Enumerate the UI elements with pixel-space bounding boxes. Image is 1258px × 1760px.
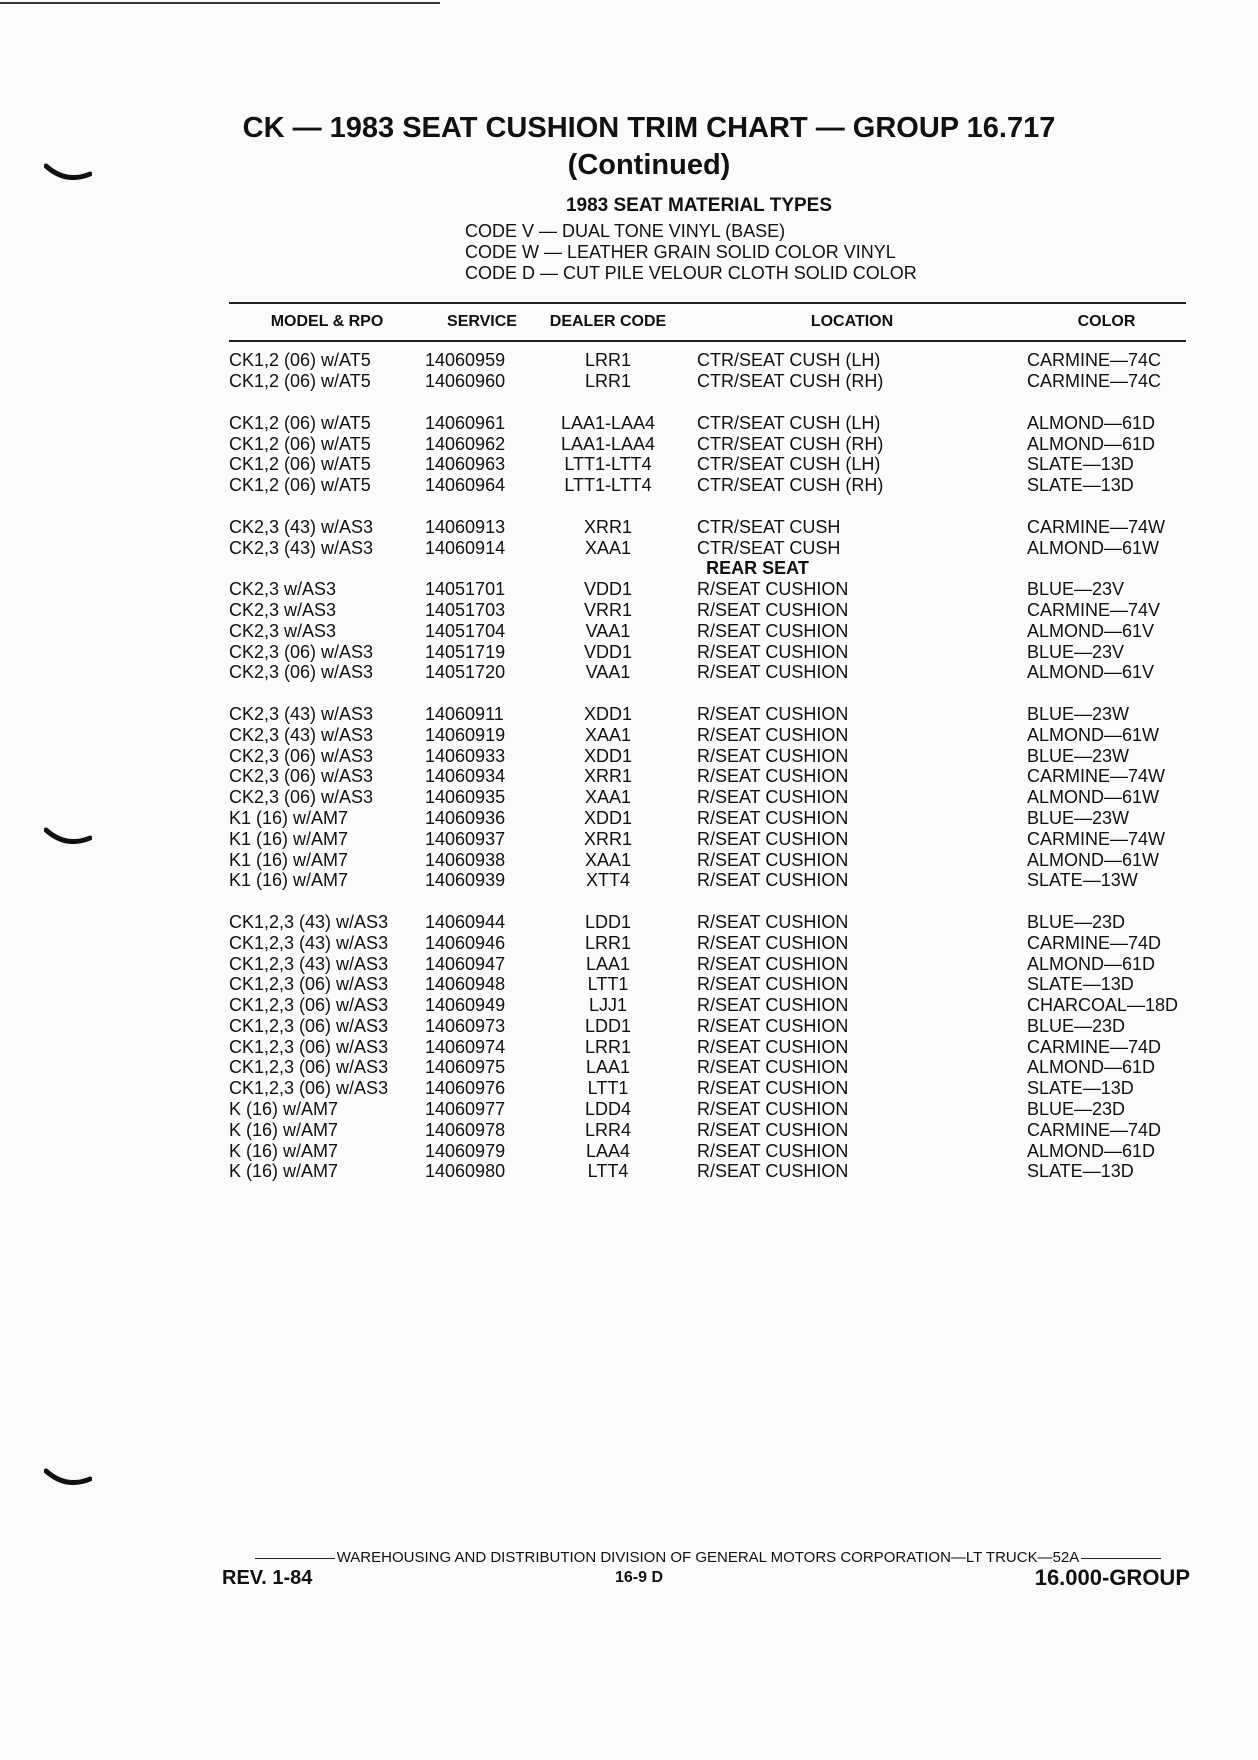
location-cell: CTR/SEAT CUSH (RH) [697, 371, 884, 392]
service-cell: 14060936 [425, 807, 506, 828]
location-cell: R/SEAT CUSHION [697, 641, 849, 662]
table-body [229, 341, 1186, 1182]
page-number: 16-9 D [614, 1569, 664, 1586]
table-header-row [229, 303, 1186, 341]
location-cell: R/SEAT CUSHION [697, 1078, 849, 1099]
color-cell: CARMINE—74C [1027, 371, 1162, 392]
color-cell: BLUE—23D [1027, 911, 1126, 932]
table-row [229, 1036, 1186, 1057]
location-cell: R/SEAT CUSHION [697, 807, 849, 828]
trim-table [229, 302, 1186, 1182]
dealer-code-cell: LRR1 [584, 371, 632, 392]
footer-division [226, 1549, 1190, 1566]
service-cell: 14060935 [425, 787, 506, 808]
table-row [229, 641, 1186, 662]
materials-heading: 1983 SEAT MATERIAL TYPES [565, 195, 833, 216]
table-row [229, 600, 1186, 621]
dealer-code-cell: LRR1 [584, 1036, 632, 1057]
color-cell: ALMOND—61W [1027, 724, 1160, 745]
location-cell: CTR/SEAT CUSH (LH) [697, 350, 881, 371]
location-cell: R/SEAT CUSHION [697, 932, 849, 953]
service-cell: 14060974 [425, 1036, 506, 1057]
table-row [229, 724, 1186, 745]
table-row [229, 766, 1186, 787]
location-cell: R/SEAT CUSHION [697, 974, 849, 995]
dealer-code-cell: XRR1 [583, 828, 632, 849]
service-cell: 14051704 [425, 620, 506, 641]
page-subtitle: (Continued) [567, 149, 731, 181]
model-cell: CK1,2 (06) w/AT5 [229, 475, 371, 496]
dealer-code-cell: XAA1 [584, 849, 632, 870]
model-cell: K1 (16) w/AM7 [229, 849, 349, 870]
service-cell: 14060961 [425, 412, 506, 433]
location-cell: R/SEAT CUSHION [697, 1161, 849, 1182]
table-row [229, 953, 1186, 974]
color-cell: ALMOND—61D [1027, 412, 1156, 433]
location-cell: CTR/SEAT CUSH (LH) [697, 454, 881, 475]
model-cell: CK2,3 (43) w/AS3 [229, 724, 374, 745]
service-cell: 14060973 [425, 1015, 506, 1036]
location-cell: R/SEAT CUSHION [697, 1015, 849, 1036]
model-cell: CK2,3 w/AS3 [229, 579, 337, 600]
dealer-code-cell: LTT4 [587, 1161, 629, 1182]
footer-division-text: WAREHOUSING AND DISTRIBUTION DIVISION OF GENERAL MOTORS CORPORATION—LT TRUCK—52A [336, 1549, 1080, 1566]
spacer-row [229, 392, 1186, 413]
table-row [229, 579, 1186, 600]
materials-codes [465, 221, 917, 284]
dealer-code-cell: LTT1 [587, 1078, 629, 1099]
dealer-code-cell: VAA1 [585, 662, 631, 683]
model-cell: CK1,2,3 (43) w/AS3 [229, 953, 389, 974]
revision-label: REV. 1-84 [222, 1567, 313, 1589]
model-cell: CK2,3 (43) w/AS3 [229, 516, 374, 537]
service-cell: 14060980 [425, 1161, 506, 1182]
model-cell: CK2,3 (43) w/AS3 [229, 703, 374, 724]
table-row [229, 1161, 1186, 1182]
table-row [229, 974, 1186, 995]
location-cell: R/SEAT CUSHION [697, 1099, 849, 1120]
location-cell: R/SEAT CUSHION [697, 724, 849, 745]
location-cell: R/SEAT CUSHION [697, 1057, 849, 1078]
table-row [229, 745, 1186, 766]
color-cell: CARMINE—74W [1027, 766, 1166, 787]
table-row [229, 454, 1186, 475]
color-cell: SLATE—13W [1027, 870, 1138, 891]
dealer-code-cell: VDD1 [583, 579, 632, 600]
service-cell: 14060913 [425, 516, 506, 537]
model-cell: CK1,2,3 (43) w/AS3 [229, 932, 389, 953]
dealer-code-cell: XDD1 [583, 703, 632, 724]
dealer-code-cell: LAA4 [585, 1140, 631, 1161]
location-cell: CTR/SEAT CUSH [697, 516, 841, 537]
service-cell: 14060914 [425, 537, 506, 558]
color-cell: BLUE—23V [1027, 641, 1125, 662]
dealer-code-cell: VRR1 [583, 599, 632, 620]
top-rule [0, 2, 440, 4]
service-cell: 14060948 [425, 974, 506, 995]
dealer-code-cell: LTT1 [587, 974, 629, 995]
color-cell: ALMOND—61D [1027, 1057, 1156, 1078]
color-cell: ALMOND—61D [1027, 953, 1156, 974]
location-cell: R/SEAT CUSHION [697, 870, 849, 891]
service-cell: 14060960 [425, 371, 506, 392]
dealer-code-cell: XTT4 [585, 870, 630, 891]
location-cell: R/SEAT CUSHION [697, 1140, 849, 1161]
model-cell: CK1,2 (06) w/AT5 [229, 371, 371, 392]
service-cell: 14051720 [425, 662, 506, 683]
color-cell: BLUE—23D [1027, 1099, 1126, 1120]
model-cell: K1 (16) w/AM7 [229, 807, 349, 828]
dealer-code-cell: LRR1 [584, 932, 632, 953]
service-cell: 14051701 [425, 579, 506, 600]
section-heading: REAR SEAT [706, 558, 809, 579]
model-cell: CK1,2,3 (06) w/AS3 [229, 1057, 389, 1078]
model-cell: CK1,2 (06) w/AT5 [229, 412, 371, 433]
color-cell: CARMINE—74D [1027, 1119, 1162, 1140]
service-cell: 14060944 [425, 911, 506, 932]
location-cell: R/SEAT CUSHION [697, 995, 849, 1016]
table-row [229, 995, 1186, 1016]
color-cell: CHARCOAL—18D [1027, 995, 1179, 1016]
service-cell: 14051703 [425, 599, 506, 620]
model-cell: CK2,3 w/AS3 [229, 599, 337, 620]
dealer-code-cell: XRR1 [583, 516, 632, 537]
service-cell: 14060976 [425, 1078, 506, 1099]
location-cell: R/SEAT CUSHION [697, 703, 849, 724]
table-row [229, 537, 1186, 558]
table-row [229, 1057, 1186, 1078]
table-row [229, 1078, 1186, 1099]
header-location: LOCATION [677, 303, 1027, 341]
model-cell: CK2,3 (06) w/AS3 [229, 662, 374, 683]
color-cell: BLUE—23D [1027, 1015, 1126, 1036]
color-cell: SLATE—13D [1027, 1078, 1134, 1099]
dealer-code-cell: LTT1-LTT4 [564, 454, 652, 475]
dealer-code-cell: LDD4 [584, 1099, 632, 1120]
table-row [229, 828, 1186, 849]
model-cell: CK1,2,3 (06) w/AS3 [229, 1036, 389, 1057]
location-cell: R/SEAT CUSHION [697, 787, 849, 808]
service-cell: 14060946 [425, 932, 506, 953]
spacer-row [229, 683, 1186, 704]
color-cell: BLUE—23W [1027, 807, 1130, 828]
dealer-code-cell: LAA1 [585, 1057, 631, 1078]
location-cell: R/SEAT CUSHION [697, 745, 849, 766]
dealer-code-cell: LAA1 [585, 953, 631, 974]
color-cell: CARMINE—74D [1027, 932, 1162, 953]
header-model: MODEL & RPO [229, 303, 425, 341]
service-cell: 14060978 [425, 1119, 506, 1140]
dealer-code-cell: XAA1 [584, 787, 632, 808]
model-cell: CK2,3 w/AS3 [229, 620, 337, 641]
color-cell: SLATE—13D [1027, 454, 1134, 475]
service-cell: 14060962 [425, 433, 506, 454]
dealer-code-cell: VDD1 [583, 641, 632, 662]
model-cell: CK1,2,3 (06) w/AS3 [229, 995, 389, 1016]
model-cell: CK2,3 (43) w/AS3 [229, 537, 374, 558]
table-row [229, 932, 1186, 953]
dealer-code-cell: XDD1 [583, 745, 632, 766]
table-row [229, 620, 1186, 641]
color-cell: CARMINE—74V [1027, 599, 1161, 620]
dealer-code-cell: LJJ1 [588, 995, 628, 1016]
table-row [229, 912, 1186, 933]
material-code: CODE V — DUAL TONE VINYL (BASE) [465, 221, 786, 241]
location-cell: CTR/SEAT CUSH (RH) [697, 433, 884, 454]
table-row [229, 787, 1186, 808]
service-cell: 14060947 [425, 953, 506, 974]
service-cell: 14060979 [425, 1140, 506, 1161]
table-row [229, 412, 1186, 433]
header-service: SERVICE [425, 303, 539, 341]
section-heading-row [229, 558, 1186, 579]
dealer-code-cell: XAA1 [584, 724, 632, 745]
color-cell: SLATE—13D [1027, 1161, 1134, 1182]
model-cell: CK2,3 (06) w/AS3 [229, 641, 374, 662]
location-cell: R/SEAT CUSHION [697, 849, 849, 870]
model-cell: CK1,2 (06) w/AT5 [229, 350, 371, 371]
model-cell: CK1,2 (06) w/AT5 [229, 454, 371, 475]
binder-hole-icon [44, 1467, 92, 1493]
location-cell: R/SEAT CUSHION [697, 1119, 849, 1140]
model-cell: CK2,3 (06) w/AS3 [229, 766, 374, 787]
service-cell: 14060977 [425, 1099, 506, 1120]
location-cell: R/SEAT CUSHION [697, 1036, 849, 1057]
table-row [229, 475, 1186, 496]
model-cell: K (16) w/AM7 [229, 1099, 339, 1120]
table-row [229, 704, 1186, 725]
location-cell: R/SEAT CUSHION [697, 599, 849, 620]
service-cell: 14060964 [425, 475, 506, 496]
service-cell: 14060911 [425, 703, 504, 724]
table-row [229, 516, 1186, 537]
table-row [229, 433, 1186, 454]
model-cell: CK1,2,3 (06) w/AS3 [229, 1015, 389, 1036]
service-cell: 14060934 [425, 766, 506, 787]
header-dealer-code: DEALER CODE [539, 303, 677, 341]
color-cell: CARMINE—74W [1027, 828, 1166, 849]
table-row [229, 662, 1186, 683]
table-row [229, 371, 1186, 392]
location-cell: R/SEAT CUSHION [697, 579, 849, 600]
dealer-code-cell: LRR4 [584, 1119, 632, 1140]
location-cell: CTR/SEAT CUSH (LH) [697, 412, 881, 433]
table-row [229, 870, 1186, 891]
service-cell: 14060919 [425, 724, 506, 745]
table-row [229, 849, 1186, 870]
model-cell: K1 (16) w/AM7 [229, 870, 349, 891]
service-cell: 14060975 [425, 1057, 506, 1078]
dealer-code-cell: LAA1-LAA4 [560, 412, 656, 433]
service-cell: 14060933 [425, 745, 506, 766]
spacer-row [229, 496, 1186, 517]
table-row [229, 1016, 1186, 1037]
service-cell: 14060938 [425, 849, 506, 870]
dealer-code-cell: LDD1 [584, 1015, 632, 1036]
dealer-code-cell: XRR1 [583, 766, 632, 787]
color-cell: BLUE—23W [1027, 745, 1130, 766]
color-cell: SLATE—13D [1027, 974, 1134, 995]
dealer-code-cell: LTT1-LTT4 [564, 475, 652, 496]
color-cell: CARMINE—74W [1027, 516, 1166, 537]
service-cell: 14060939 [425, 870, 506, 891]
color-cell: BLUE—23V [1027, 579, 1125, 600]
color-cell: BLUE—23W [1027, 703, 1130, 724]
dealer-code-cell: XAA1 [584, 537, 632, 558]
color-cell: ALMOND—61W [1027, 787, 1160, 808]
location-cell: R/SEAT CUSHION [697, 953, 849, 974]
header-color: COLOR [1027, 303, 1186, 341]
table-row [229, 341, 1186, 371]
material-code: CODE D — CUT PILE VELOUR CLOTH SOLID COLOR [465, 263, 917, 283]
color-cell: SLATE—13D [1027, 475, 1134, 496]
color-cell: ALMOND—61D [1027, 433, 1156, 454]
service-cell: 14060949 [425, 995, 506, 1016]
material-code: CODE W — LEATHER GRAIN SOLID COLOR VINYL [465, 242, 896, 262]
dealer-code-cell: LAA1-LAA4 [560, 433, 656, 454]
table-row [229, 808, 1186, 829]
model-cell: CK1,2,3 (06) w/AS3 [229, 974, 389, 995]
location-cell: CTR/SEAT CUSH (RH) [697, 475, 884, 496]
table-row [229, 1140, 1186, 1161]
color-cell: CARMINE—74D [1027, 1036, 1162, 1057]
location-cell: R/SEAT CUSHION [697, 766, 849, 787]
location-cell: CTR/SEAT CUSH [697, 537, 841, 558]
dealer-code-cell: LDD1 [584, 911, 632, 932]
table-row [229, 1099, 1186, 1120]
service-cell: 14060959 [425, 350, 506, 371]
binder-hole-icon [44, 826, 92, 852]
color-cell: ALMOND—61D [1027, 1140, 1156, 1161]
location-cell: R/SEAT CUSHION [697, 828, 849, 849]
location-cell: R/SEAT CUSHION [697, 911, 849, 932]
model-cell: K (16) w/AM7 [229, 1140, 339, 1161]
model-cell: CK1,2 (06) w/AT5 [229, 433, 371, 454]
model-cell: K (16) w/AM7 [229, 1161, 339, 1182]
service-cell: 14051719 [425, 641, 506, 662]
color-cell: CARMINE—74C [1027, 350, 1162, 371]
table-row [229, 1119, 1186, 1140]
location-cell: R/SEAT CUSHION [697, 662, 849, 683]
color-cell: ALMOND—61W [1027, 537, 1160, 558]
service-cell: 14060963 [425, 454, 506, 475]
location-cell: R/SEAT CUSHION [697, 620, 849, 641]
page-title: CK — 1983 SEAT CUSHION TRIM CHART — GROUP 16.717 [242, 112, 1056, 144]
dealer-code-cell: LRR1 [584, 350, 632, 371]
group-label: 16.000-GROUP [1034, 1565, 1190, 1590]
color-cell: ALMOND—61V [1027, 662, 1155, 683]
model-cell: CK2,3 (06) w/AS3 [229, 745, 374, 766]
color-cell: ALMOND—61V [1027, 620, 1155, 641]
model-cell: CK2,3 (06) w/AS3 [229, 787, 374, 808]
spacer-row [229, 891, 1186, 912]
model-cell: CK1,2,3 (06) w/AS3 [229, 1078, 389, 1099]
dealer-code-cell: VAA1 [585, 620, 631, 641]
dealer-code-cell: XDD1 [583, 807, 632, 828]
color-cell: ALMOND—61W [1027, 849, 1160, 870]
model-cell: K (16) w/AM7 [229, 1119, 339, 1140]
model-cell: K1 (16) w/AM7 [229, 828, 349, 849]
service-cell: 14060937 [425, 828, 506, 849]
model-cell: CK1,2,3 (43) w/AS3 [229, 911, 389, 932]
